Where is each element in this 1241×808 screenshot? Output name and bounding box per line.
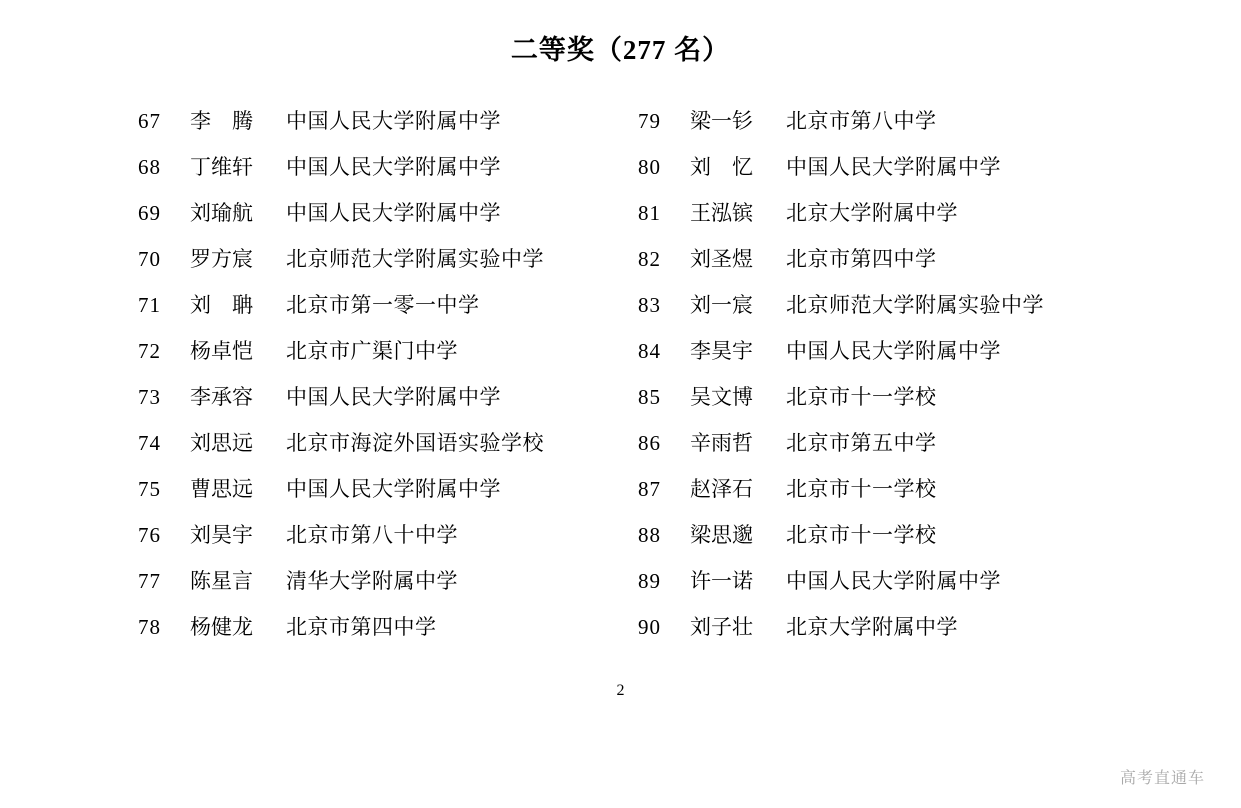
list-item [138, 519, 638, 565]
entry-name: 刘瑜航 [190, 201, 253, 225]
entry-number: 89 [638, 569, 661, 593]
entry-school: 中国人民大学附属中学 [786, 569, 1001, 593]
entry-number: 69 [138, 201, 161, 225]
entry-number: 78 [138, 615, 161, 639]
list-item [138, 427, 638, 473]
entry-school: 北京市第一零一中学 [286, 293, 480, 317]
entry-name: 李 腾 [190, 109, 253, 133]
entry-number: 87 [638, 477, 661, 501]
entry-number: 80 [638, 155, 661, 179]
page-title: 二等奖（277 名） [510, 35, 731, 65]
entry-school: 北京市第八中学 [786, 109, 937, 133]
entry-name: 陈星言 [190, 569, 253, 593]
entry-name: 罗方宸 [190, 247, 253, 271]
entry-name: 吴文博 [690, 385, 753, 409]
entry-number: 68 [138, 155, 161, 179]
entry-school: 北京市第四中学 [286, 615, 437, 639]
list-item [638, 381, 1138, 427]
entry-number: 84 [638, 339, 661, 363]
entry-name: 刘 忆 [690, 155, 753, 179]
entry-school: 中国人民大学附属中学 [286, 109, 501, 133]
entry-number: 74 [138, 431, 161, 455]
list-item [638, 197, 1138, 243]
award-list [0, 105, 1241, 657]
entry-number: 82 [638, 247, 661, 271]
entry-name: 丁维轩 [190, 155, 253, 179]
award-column-right [638, 105, 1138, 657]
list-item [138, 105, 638, 151]
entry-school: 中国人民大学附属中学 [786, 339, 1001, 363]
entry-name: 辛雨哲 [690, 431, 753, 455]
entry-school: 北京师范大学附属实验中学 [286, 247, 544, 271]
entry-name: 刘一宸 [690, 293, 753, 317]
entry-number: 70 [138, 247, 161, 271]
list-item [638, 335, 1138, 381]
entry-school: 北京市十一学校 [786, 477, 937, 501]
list-item [638, 473, 1138, 519]
entry-school: 清华大学附属中学 [286, 569, 458, 593]
entry-number: 85 [638, 385, 661, 409]
entry-school: 北京市十一学校 [786, 385, 937, 409]
list-item [638, 427, 1138, 473]
entry-name: 王泓镔 [690, 201, 753, 225]
entry-number: 90 [638, 615, 661, 639]
award-column-left [138, 105, 638, 657]
entry-school: 北京市第四中学 [786, 247, 937, 271]
entry-school: 北京大学附属中学 [786, 201, 958, 225]
entry-name: 杨卓恺 [190, 339, 253, 363]
page-number: 2 [616, 682, 625, 699]
entry-school: 北京市第八十中学 [286, 523, 458, 547]
entry-name: 许一诺 [690, 569, 753, 593]
entry-school: 北京市第五中学 [786, 431, 937, 455]
list-item [138, 151, 638, 197]
entry-number: 75 [138, 477, 161, 501]
entry-school: 北京市十一学校 [786, 523, 937, 547]
list-item [638, 105, 1138, 151]
entry-number: 81 [638, 201, 661, 225]
entry-number: 79 [638, 109, 661, 133]
list-item [638, 289, 1138, 335]
entry-name: 杨健龙 [190, 615, 253, 639]
entry-number: 83 [638, 293, 661, 317]
entry-name: 刘子壮 [690, 615, 753, 639]
list-item [638, 151, 1138, 197]
entry-school: 北京市广渠门中学 [286, 339, 458, 363]
entry-school: 北京市海淀外国语实验学校 [286, 431, 544, 455]
entry-name: 刘 聃 [190, 293, 253, 317]
entry-school: 中国人民大学附属中学 [286, 385, 501, 409]
watermark: 高考直通车 [1119, 770, 1205, 787]
entry-name: 梁思邈 [690, 523, 753, 547]
list-item [138, 197, 638, 243]
list-item [638, 611, 1138, 657]
entry-name: 刘思远 [190, 431, 253, 455]
list-item [138, 381, 638, 427]
entry-number: 72 [138, 339, 161, 363]
list-item [138, 243, 638, 289]
entry-number: 86 [638, 431, 661, 455]
list-item [638, 243, 1138, 289]
entry-school: 北京师范大学附属实验中学 [786, 293, 1044, 317]
entry-name: 李承容 [190, 385, 253, 409]
entry-number: 73 [138, 385, 161, 409]
entry-name: 刘昊宇 [190, 523, 253, 547]
entry-number: 88 [638, 523, 661, 547]
entry-number: 71 [138, 293, 161, 317]
entry-school: 中国人民大学附属中学 [286, 201, 501, 225]
entry-number: 76 [138, 523, 161, 547]
list-item [138, 611, 638, 657]
list-item [638, 519, 1138, 565]
entry-number: 77 [138, 569, 161, 593]
list-item [138, 473, 638, 519]
list-item [138, 565, 638, 611]
entry-school: 中国人民大学附属中学 [286, 155, 501, 179]
entry-school: 中国人民大学附属中学 [786, 155, 1001, 179]
entry-school: 北京大学附属中学 [786, 615, 958, 639]
list-item [138, 335, 638, 381]
entry-name: 李昊宇 [690, 339, 753, 363]
list-item [638, 565, 1138, 611]
entry-name: 刘圣煜 [690, 247, 753, 271]
entry-number: 67 [138, 109, 161, 133]
entry-name: 梁一钐 [690, 109, 753, 133]
entry-school: 中国人民大学附属中学 [286, 477, 501, 501]
list-item [138, 289, 638, 335]
entry-name: 赵泽石 [690, 477, 753, 501]
entry-name: 曹思远 [190, 477, 253, 501]
